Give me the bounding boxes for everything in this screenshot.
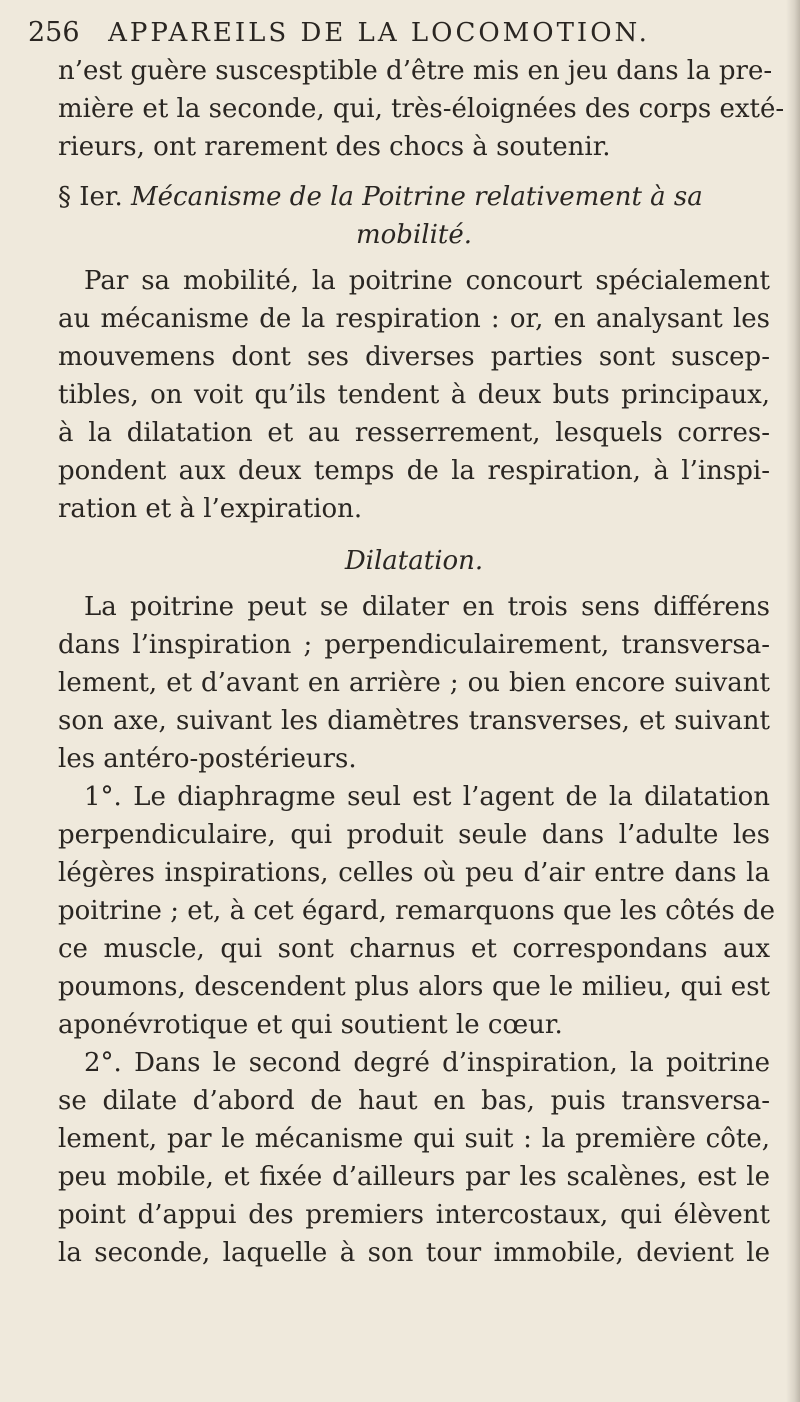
text-line: à la dilatation et au resserrement, lesquels corres- <box>58 418 770 448</box>
text-line: mière et la seconde, qui, très-éloignées des corps exté- <box>58 94 785 124</box>
text-line: n’est guère suscesptible d’être mis en jeu dans la pre- <box>58 56 773 86</box>
text-line: se dilate d’abord de haut en bas, puis transversa- <box>58 1086 770 1116</box>
section-mark: § Ier. <box>58 182 123 212</box>
text-line: peu mobile, et fixée d’ailleurs par les scalènes, est le <box>58 1162 770 1192</box>
text-line: perpendiculaire, qui produit seule dans l’adulte les <box>58 820 770 850</box>
text-line: la seconde, laquelle à son tour immobile, devient le <box>58 1238 770 1268</box>
text-line: point d’appui des premiers intercostaux, qui élèvent <box>58 1200 770 1230</box>
text-line: lement, par le mécanisme qui suit : la première côte, <box>58 1124 770 1154</box>
subheading-dilatation: Dilatation. <box>344 546 484 576</box>
text-line: mouvemens dont ses diverses parties sont suscep- <box>58 342 770 372</box>
text-line: ration et à l’expiration. <box>58 494 363 524</box>
text-line: 1°. Le diaphragme seul est l’agent de la dilatation <box>84 782 770 812</box>
text-line: aponévrotique et qui soutient le cœur. <box>58 1010 563 1040</box>
page-edge-shadow <box>786 0 800 1402</box>
text-line: rieurs, ont rarement des chocs à soutenir. <box>58 132 611 162</box>
text-line: ce muscle, qui sont charnus et correspondans aux <box>58 934 770 964</box>
text-line: son axe, suivant les diamètres transverses, et suivant <box>58 706 770 736</box>
page-number: 256 <box>28 17 80 48</box>
text-line: au mécanisme de la respiration : or, en analysant les <box>58 304 770 334</box>
text-line: légères inspirations, celles où peu d’air entre dans la <box>58 858 770 888</box>
text-line: tibles, on voit qu’ils tendent à deux buts principaux, <box>58 380 770 410</box>
text-line: pondent aux deux temps de la respiration, à l’inspi- <box>58 456 770 486</box>
text-line: poitrine ; et, à cet égard, remarquons que les côtés de <box>58 896 775 926</box>
text-line: dans l’inspiration ; perpendiculairement, transversa- <box>58 630 770 660</box>
text-line: lement, et d’avant en arrière ; ou bien encore suivant <box>58 668 770 698</box>
section-title-line2: mobilité. <box>356 220 472 250</box>
section-heading <box>58 178 770 216</box>
section-title-line1: Mécanisme de la Poitrine relativement à sa <box>131 182 703 212</box>
text-line: Par sa mobilité, la poitrine concourt spécialement <box>84 266 770 296</box>
text-line: La poitrine peut se dilater en trois sens différens <box>84 592 770 622</box>
text-line: les antéro-postérieurs. <box>58 744 357 774</box>
body-text <box>58 52 785 1272</box>
running-title: APPAREILS DE LA LOCOMOTION. <box>108 18 650 48</box>
running-header <box>28 16 768 50</box>
text-line: poumons, descendent plus alors que le milieu, qui est <box>58 972 770 1002</box>
text-line: 2°. Dans le second degré d’inspiration, la poitrine <box>84 1048 770 1078</box>
